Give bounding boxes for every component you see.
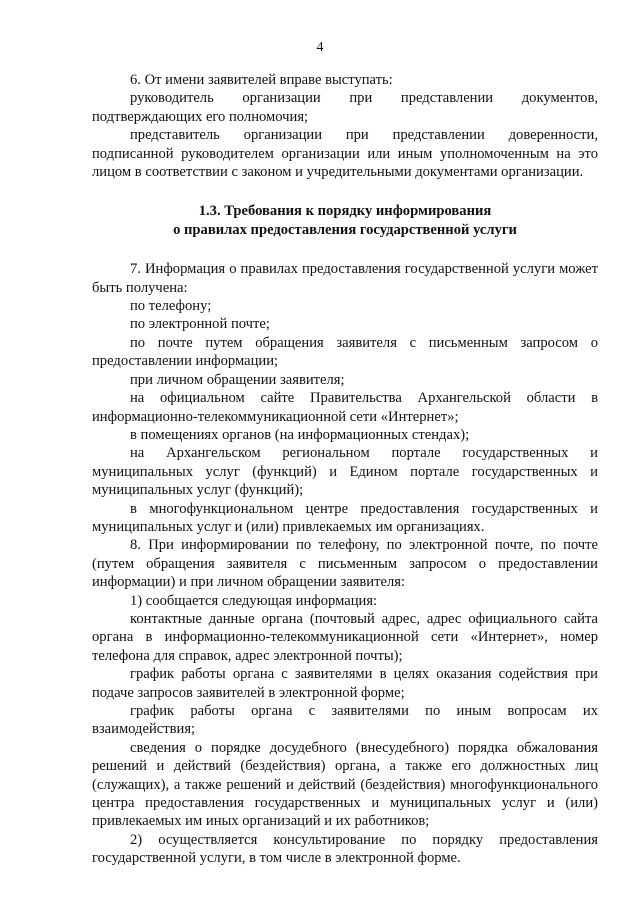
paragraph: 2) осуществляется консультирование по порядку предоставления государственной услуги, в том числе в электронной форме. [92, 831, 598, 867]
paragraph: 1) сообщается следующая информация: [130, 592, 378, 609]
paragraph: 6. От имени заявителей вправе выступать: [130, 72, 393, 88]
paragraph: 7. Информация о правилах предоставления государственной услуги может быть получена: [92, 261, 598, 296]
list-item: график работы органа с заявителями в целях оказания содействия при подаче запросов заявителей в электронной форме; [92, 666, 598, 701]
section-heading-line: 1.3. Требования к порядку информирования [198, 203, 492, 220]
paragraph: 8. При информировании по телефону, по электронной почте, по почте (путем обращения заявителя с письменным запросом о предоставлении информации) и при личном обращении заявителя: [92, 537, 598, 591]
list-item: при личном обращении заявителя; [130, 371, 345, 388]
list-item: по телефону; [130, 298, 212, 315]
section-heading-line: о правилах предоставления государственной услуги [173, 221, 517, 238]
list-item: на официальном сайте Правительства Архангельской области в информационно-телекоммуникационной сети «Интернет»; [92, 390, 598, 425]
paragraph: руководитель организации при представлении документов, подтверждающих его полномочия; [92, 90, 598, 125]
list-item: по электронной почте; [130, 316, 270, 333]
list-item: по почте путем обращения заявителя с письменным запросом о предоставлении информации; [92, 334, 598, 370]
paragraph: представитель организации при представлении доверенности, подписанной руководителем организации или иным уполномоченным на это лицом в соответствии с законом и учредительными документами организации. [92, 127, 598, 181]
list-item: сведения о порядке досудебного (внесудебного) порядка обжалования решений и действий (бездействия) органа, а также его должностных лиц (служащих), а также решений и действий (бездействия) многофункционального центра предоставления государственных и муниципальных услуг и (или) привлекаемых им иных организаций и их работников; [92, 739, 598, 830]
list-item: в помещениях органов (на информационных стендах); [130, 426, 470, 443]
list-item: график работы органа с заявителями по иным вопросам их взаимодействия; [92, 703, 598, 738]
list-item: на Архангельском региональном портале государственных и муниципальных услуг (функций) и Едином портале государственных и муниципальных услуг (функций); [92, 445, 598, 499]
document-body [92, 71, 598, 868]
page-number: 4 [316, 40, 324, 55]
list-item: контактные данные органа (почтовый адрес, адрес официального сайта органа в информационно-телекоммуникационной сети «Интернет», номер телефона для справок, адрес электронной почты); [92, 610, 598, 664]
section-heading [92, 202, 598, 239]
list-item: в многофункциональном центре предоставления государственных и муниципальных услуг и (или) привлекаемых им организациях. [92, 500, 598, 535]
